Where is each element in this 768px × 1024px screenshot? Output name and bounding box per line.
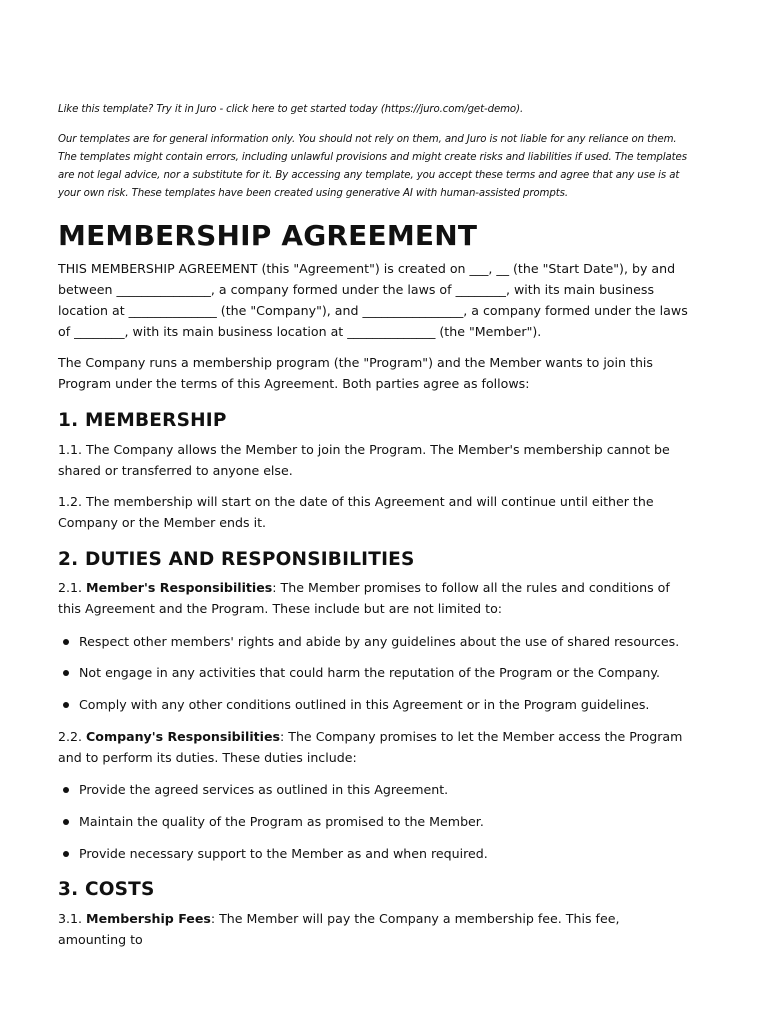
bullet-icon (63, 702, 69, 708)
section-heading-membership: 1. MEMBERSHIP (58, 410, 227, 431)
clause-text: : The Member will pay the Company a membership fee. This fee, amounting to (58, 911, 620, 947)
list-item-text: Comply with any other conditions outlined in this Agreement or in the Program guidelines. (79, 697, 650, 712)
list-item-text: Maintain the quality of the Program as promised to the Member. (79, 814, 484, 829)
clause-2-1 (58, 577, 690, 619)
clause-number: 2.1. (58, 580, 87, 595)
bullet-icon (63, 639, 69, 645)
list-item-text: Provide the agreed services as outlined in this Agreement. (79, 782, 449, 797)
clause-2-2 (58, 726, 690, 768)
clause-text: : The Member promises to follow all the rules and conditions of this Agreement and the Program. These include but are not limited to: (58, 580, 670, 616)
clause-label: Company's Responsibilities (86, 729, 281, 744)
list-item-text: Not engage in any activities that could harm the reputation of the Program or the Company. (79, 665, 660, 680)
section-heading-costs: 3. COSTS (58, 879, 155, 900)
clause-3-1 (58, 908, 690, 950)
bullet-icon (63, 670, 69, 676)
document-title: MEMBERSHIP AGREEMENT (58, 219, 478, 252)
program-intro-paragraph: The Company runs a membership program (the "Program") and the Member wants to join this Program under the terms of this Agreement. Both parties agree as follows: (58, 355, 653, 391)
template-promo-notice[interactable]: Like this template? Try it in Juro - click here to get started today (https://juro.com/get-demo). (58, 104, 524, 115)
bullet-icon (63, 819, 69, 825)
list-item-text: Respect other members' rights and abide by any guidelines about the use of shared resources. (79, 634, 680, 649)
clause-text: : The Company promises to let the Member access the Program and to perform its duties. These duties include: (58, 729, 683, 765)
list-item-text: Provide necessary support to the Member as and when required. (79, 846, 488, 861)
section-heading-duties: 2. DUTIES AND RESPONSIBILITIES (58, 549, 415, 570)
bullet-icon (63, 787, 69, 793)
clause-1-2: 1.2. The membership will start on the date of this Agreement and will continue until either the Company or the Member ends it. (58, 494, 654, 530)
intro-paragraph: THIS MEMBERSHIP AGREEMENT (this "Agreement") is created on ___, __ (the "Start Date"), by and between _______________, a company formed under the laws of ________, with its main business location at ______________ (the "Company"), and ________________, a company formed under the laws of ________, with its main business location at ______________ (the "Member"). (58, 261, 688, 339)
clause-number: 2.2. (58, 729, 87, 744)
bullet-icon (63, 851, 69, 857)
disclaimer-notice: Our templates are for general information only. You should not rely on them, and Juro is not liable for any reliance on them. The templates might contain errors, including unlawful provisions and might create risks and liabilities if used. The templates are not legal advice, nor a substitute for it. By accessing any template, you accept these terms and agree that any use is at your own risk. These templates have been created using generative AI with human-assisted prompts. (58, 134, 687, 199)
clause-label: Membership Fees (86, 911, 211, 926)
clause-1-1: 1.1. The Company allows the Member to join the Program. The Member's membership cannot be shared or transferred to anyone else. (58, 442, 670, 478)
clause-number: 3.1. (58, 911, 87, 926)
clause-label: Member's Responsibilities (86, 580, 273, 595)
